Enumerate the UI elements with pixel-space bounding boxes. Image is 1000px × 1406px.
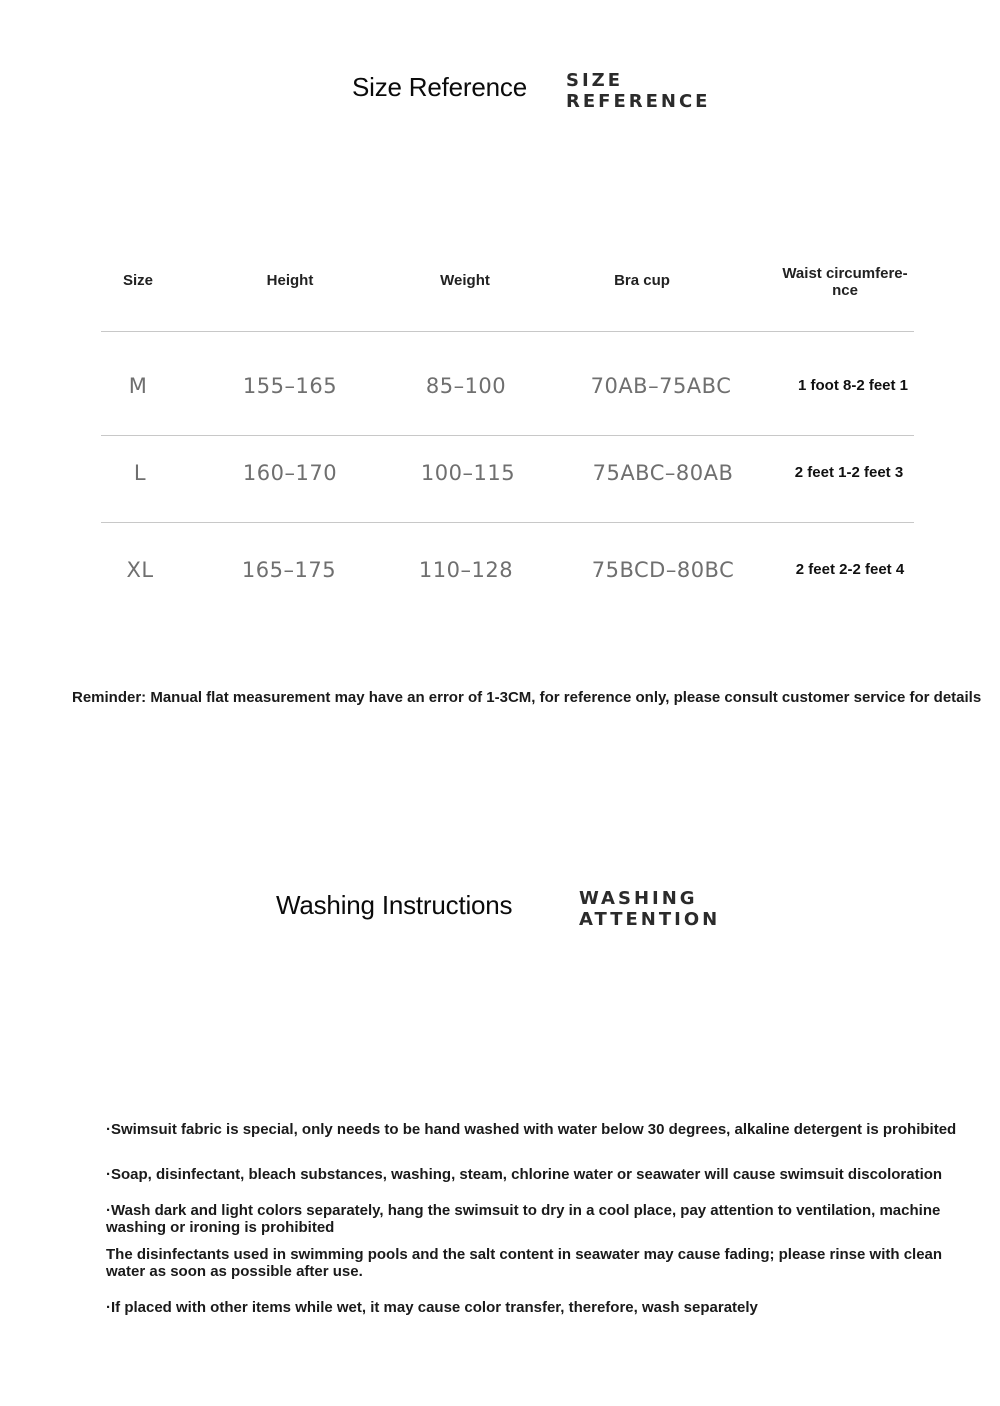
washing-attention-subtitle: WASHING ATTENTION — [579, 888, 721, 930]
cell-bra-cup: 70AB–75ABC — [590, 374, 732, 398]
washing-instructions-title: Washing Instructions — [276, 890, 513, 920]
reminder-note: Reminder: Manual flat measurement may have an error of 1-3CM, for reference only, please consult customer service for details — [72, 689, 982, 706]
cell-bra-cup: 75BCD–80BC — [591, 558, 735, 582]
cell-waist: 2 feet 2-2 feet 4 — [795, 561, 905, 578]
cell-waist: 2 feet 1-2 feet 3 — [794, 464, 904, 481]
cell-height: 155–165 — [242, 374, 338, 398]
cell-height: 160–170 — [242, 461, 338, 485]
header-waist — [775, 265, 915, 299]
cell-waist: 1 foot 8-2 feet 1 — [797, 377, 909, 394]
list-item: ·If placed with other items while wet, it may cause color transfer, therefore, wash separately — [106, 1299, 758, 1316]
size-reference-title: Size Reference — [352, 72, 527, 102]
header-bra-cup: Bra cup — [614, 272, 670, 289]
header-size: Size — [122, 272, 153, 289]
cell-bra-cup: 75ABC–80AB — [592, 461, 734, 485]
table-divider — [101, 522, 914, 523]
list-item: ·Soap, disinfectant, bleach substances, washing, steam, chlorine water or seawater will cause swimsuit discoloration — [106, 1166, 943, 1183]
table-divider — [101, 435, 914, 436]
size-reference-subtitle: SIZE REFERENCE — [566, 70, 711, 112]
list-item: The disinfectants used in swimming pools and the salt content in seawater may cause fading; please rinse with clean water as soon as possible after use. — [106, 1246, 943, 1280]
header-waist-label: Waist circumfere-nce — [782, 265, 908, 299]
header-height: Height — [266, 272, 314, 289]
list-item: ·Wash dark and light colors separately, hang the swimsuit to dry in a cool place, pay attention to ventilation, machine washing or ironing is prohibited — [106, 1202, 941, 1236]
list-item: ·Swimsuit fabric is special, only needs to be hand washed with water below 30 degrees, alkaline detergent is prohibited — [106, 1121, 957, 1138]
cell-weight: 100–115 — [420, 461, 516, 485]
cell-size: M — [128, 374, 148, 398]
cell-size: XL — [126, 558, 154, 582]
cell-height: 165–175 — [241, 558, 337, 582]
cell-size: L — [133, 461, 147, 485]
table-divider — [101, 331, 914, 332]
cell-weight: 85–100 — [425, 374, 507, 398]
header-weight: Weight — [440, 272, 490, 289]
cell-weight: 110–128 — [418, 558, 514, 582]
